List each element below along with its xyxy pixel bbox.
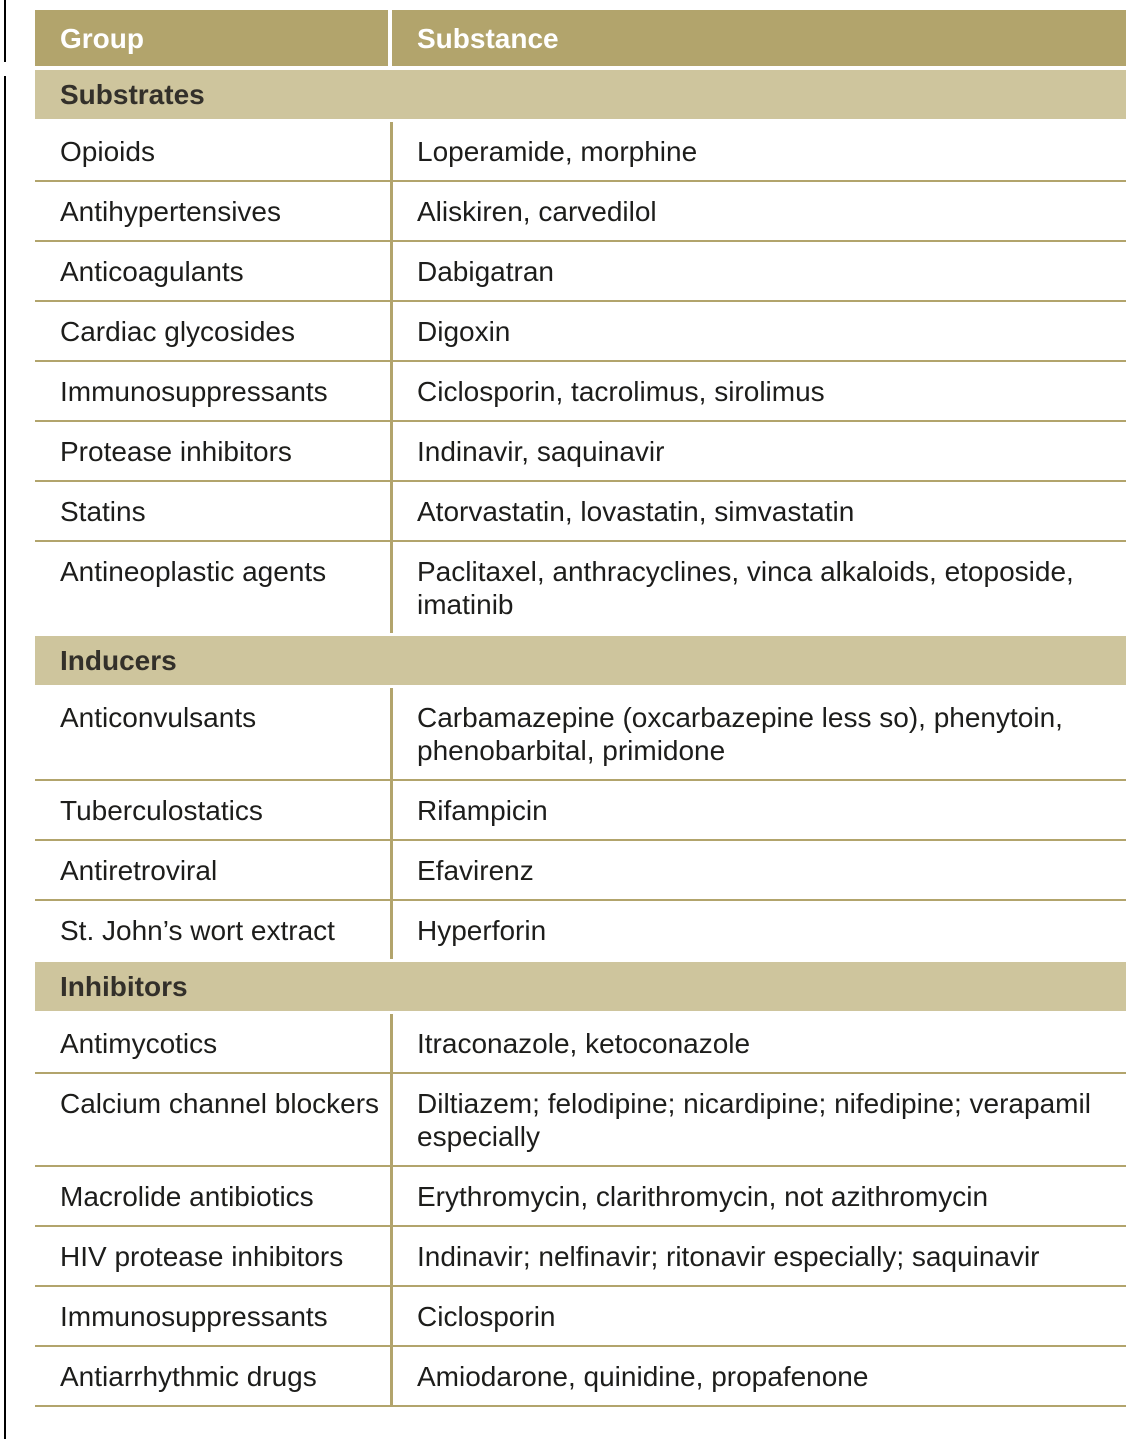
group-cell: Antiarrhythmic drugs bbox=[60, 1361, 317, 1392]
substance-cell: Paclitaxel, anthracyclines, vinca alkaloids, etoposide, imatinib bbox=[417, 556, 1074, 620]
table-row bbox=[35, 1167, 1126, 1227]
substance-cell: Itraconazole, ketoconazole bbox=[417, 1028, 751, 1059]
group-cell: Antineoplastic agents bbox=[60, 556, 327, 587]
table-row bbox=[35, 1074, 1126, 1167]
table-row bbox=[35, 1227, 1126, 1287]
group-cell: Immunosuppressants bbox=[60, 376, 328, 407]
table-row bbox=[35, 422, 1126, 482]
table-row bbox=[35, 841, 1126, 901]
section-header-inhibitors: Inhibitors bbox=[35, 962, 1126, 1011]
group-cell: Antihypertensives bbox=[60, 196, 282, 227]
group-cell: Calcium channel blockers bbox=[60, 1088, 380, 1119]
substance-cell: Dabigatran bbox=[417, 256, 554, 287]
table-row bbox=[35, 182, 1126, 242]
group-cell: Cardiac glycosides bbox=[60, 316, 295, 347]
substance-cell: Rifampicin bbox=[417, 795, 548, 826]
table-row bbox=[35, 482, 1126, 542]
table-row bbox=[35, 688, 1126, 781]
table-header-row bbox=[35, 10, 1126, 66]
section-header-substrates: Substrates bbox=[35, 70, 1126, 119]
table-row bbox=[35, 901, 1126, 959]
substance-cell: Ciclosporin, tacrolimus, sirolimus bbox=[417, 376, 825, 407]
group-cell: St. John’s wort extract bbox=[60, 915, 335, 946]
section-rows bbox=[35, 688, 1126, 959]
column-header-substance: Substance bbox=[392, 10, 1126, 66]
section-rows bbox=[35, 122, 1126, 633]
substance-cell: Efavirenz bbox=[417, 855, 534, 886]
section-header-inducers: Inducers bbox=[35, 636, 1126, 685]
group-cell: Macrolide antibiotics bbox=[60, 1181, 314, 1212]
substance-cell: Amiodarone, quinidine, propafenone bbox=[417, 1361, 869, 1392]
substance-cell: Indinavir; nelfinavir; ritonavir especially; saquinavir bbox=[417, 1241, 1040, 1272]
table-row bbox=[35, 1347, 1126, 1405]
table-row bbox=[35, 781, 1126, 841]
substance-cell: Loperamide, morphine bbox=[417, 136, 698, 167]
table-row bbox=[35, 302, 1126, 362]
group-cell: Protease inhibitors bbox=[60, 436, 292, 467]
column-header-group: Group bbox=[35, 10, 388, 66]
substance-cell: Carbamazepine (oxcarbazepine less so), phenytoin, phenobarbital, primidone bbox=[417, 702, 1063, 766]
substance-cell: Indinavir, saquinavir bbox=[417, 436, 665, 467]
section-rows bbox=[35, 1014, 1126, 1405]
group-cell: Anticoagulants bbox=[60, 256, 244, 287]
page-left-rule-bottom bbox=[4, 76, 6, 1439]
column-divider bbox=[390, 1014, 393, 1405]
substance-cell: Erythromycin, clarithromycin, not azithromycin bbox=[417, 1181, 989, 1212]
group-cell: Anticonvulsants bbox=[60, 702, 257, 733]
table-row bbox=[35, 122, 1126, 182]
group-cell: Opioids bbox=[60, 136, 155, 167]
substance-cell: Hyperforin bbox=[417, 915, 547, 946]
substance-cell: Digoxin bbox=[417, 316, 511, 347]
group-cell: Antimycotics bbox=[60, 1028, 218, 1059]
column-divider bbox=[390, 688, 393, 959]
column-divider bbox=[390, 122, 393, 633]
group-cell: Statins bbox=[60, 496, 146, 527]
page-left-rule-top bbox=[4, 0, 6, 62]
table-row bbox=[35, 242, 1126, 302]
table-row bbox=[35, 542, 1126, 633]
table-bottom-rule bbox=[35, 1405, 1126, 1407]
group-cell: Immunosuppressants bbox=[60, 1301, 328, 1332]
group-cell: Antiretroviral bbox=[60, 855, 218, 886]
table-row bbox=[35, 362, 1126, 422]
table-row bbox=[35, 1014, 1126, 1074]
substance-cell: Aliskiren, carvedilol bbox=[417, 196, 657, 227]
substance-cell: Ciclosporin bbox=[417, 1301, 556, 1332]
group-cell: Tuberculostatics bbox=[60, 795, 263, 826]
substance-cell: Diltiazem; felodipine; nicardipine; nifedipine; verapamil especially bbox=[417, 1088, 1091, 1152]
table-body bbox=[35, 70, 1126, 1405]
table-row bbox=[35, 1287, 1126, 1347]
substance-cell: Atorvastatin, lovastatin, simvastatin bbox=[417, 496, 855, 527]
drug-interaction-table bbox=[35, 10, 1126, 1407]
group-cell: HIV protease inhibitors bbox=[60, 1241, 344, 1272]
